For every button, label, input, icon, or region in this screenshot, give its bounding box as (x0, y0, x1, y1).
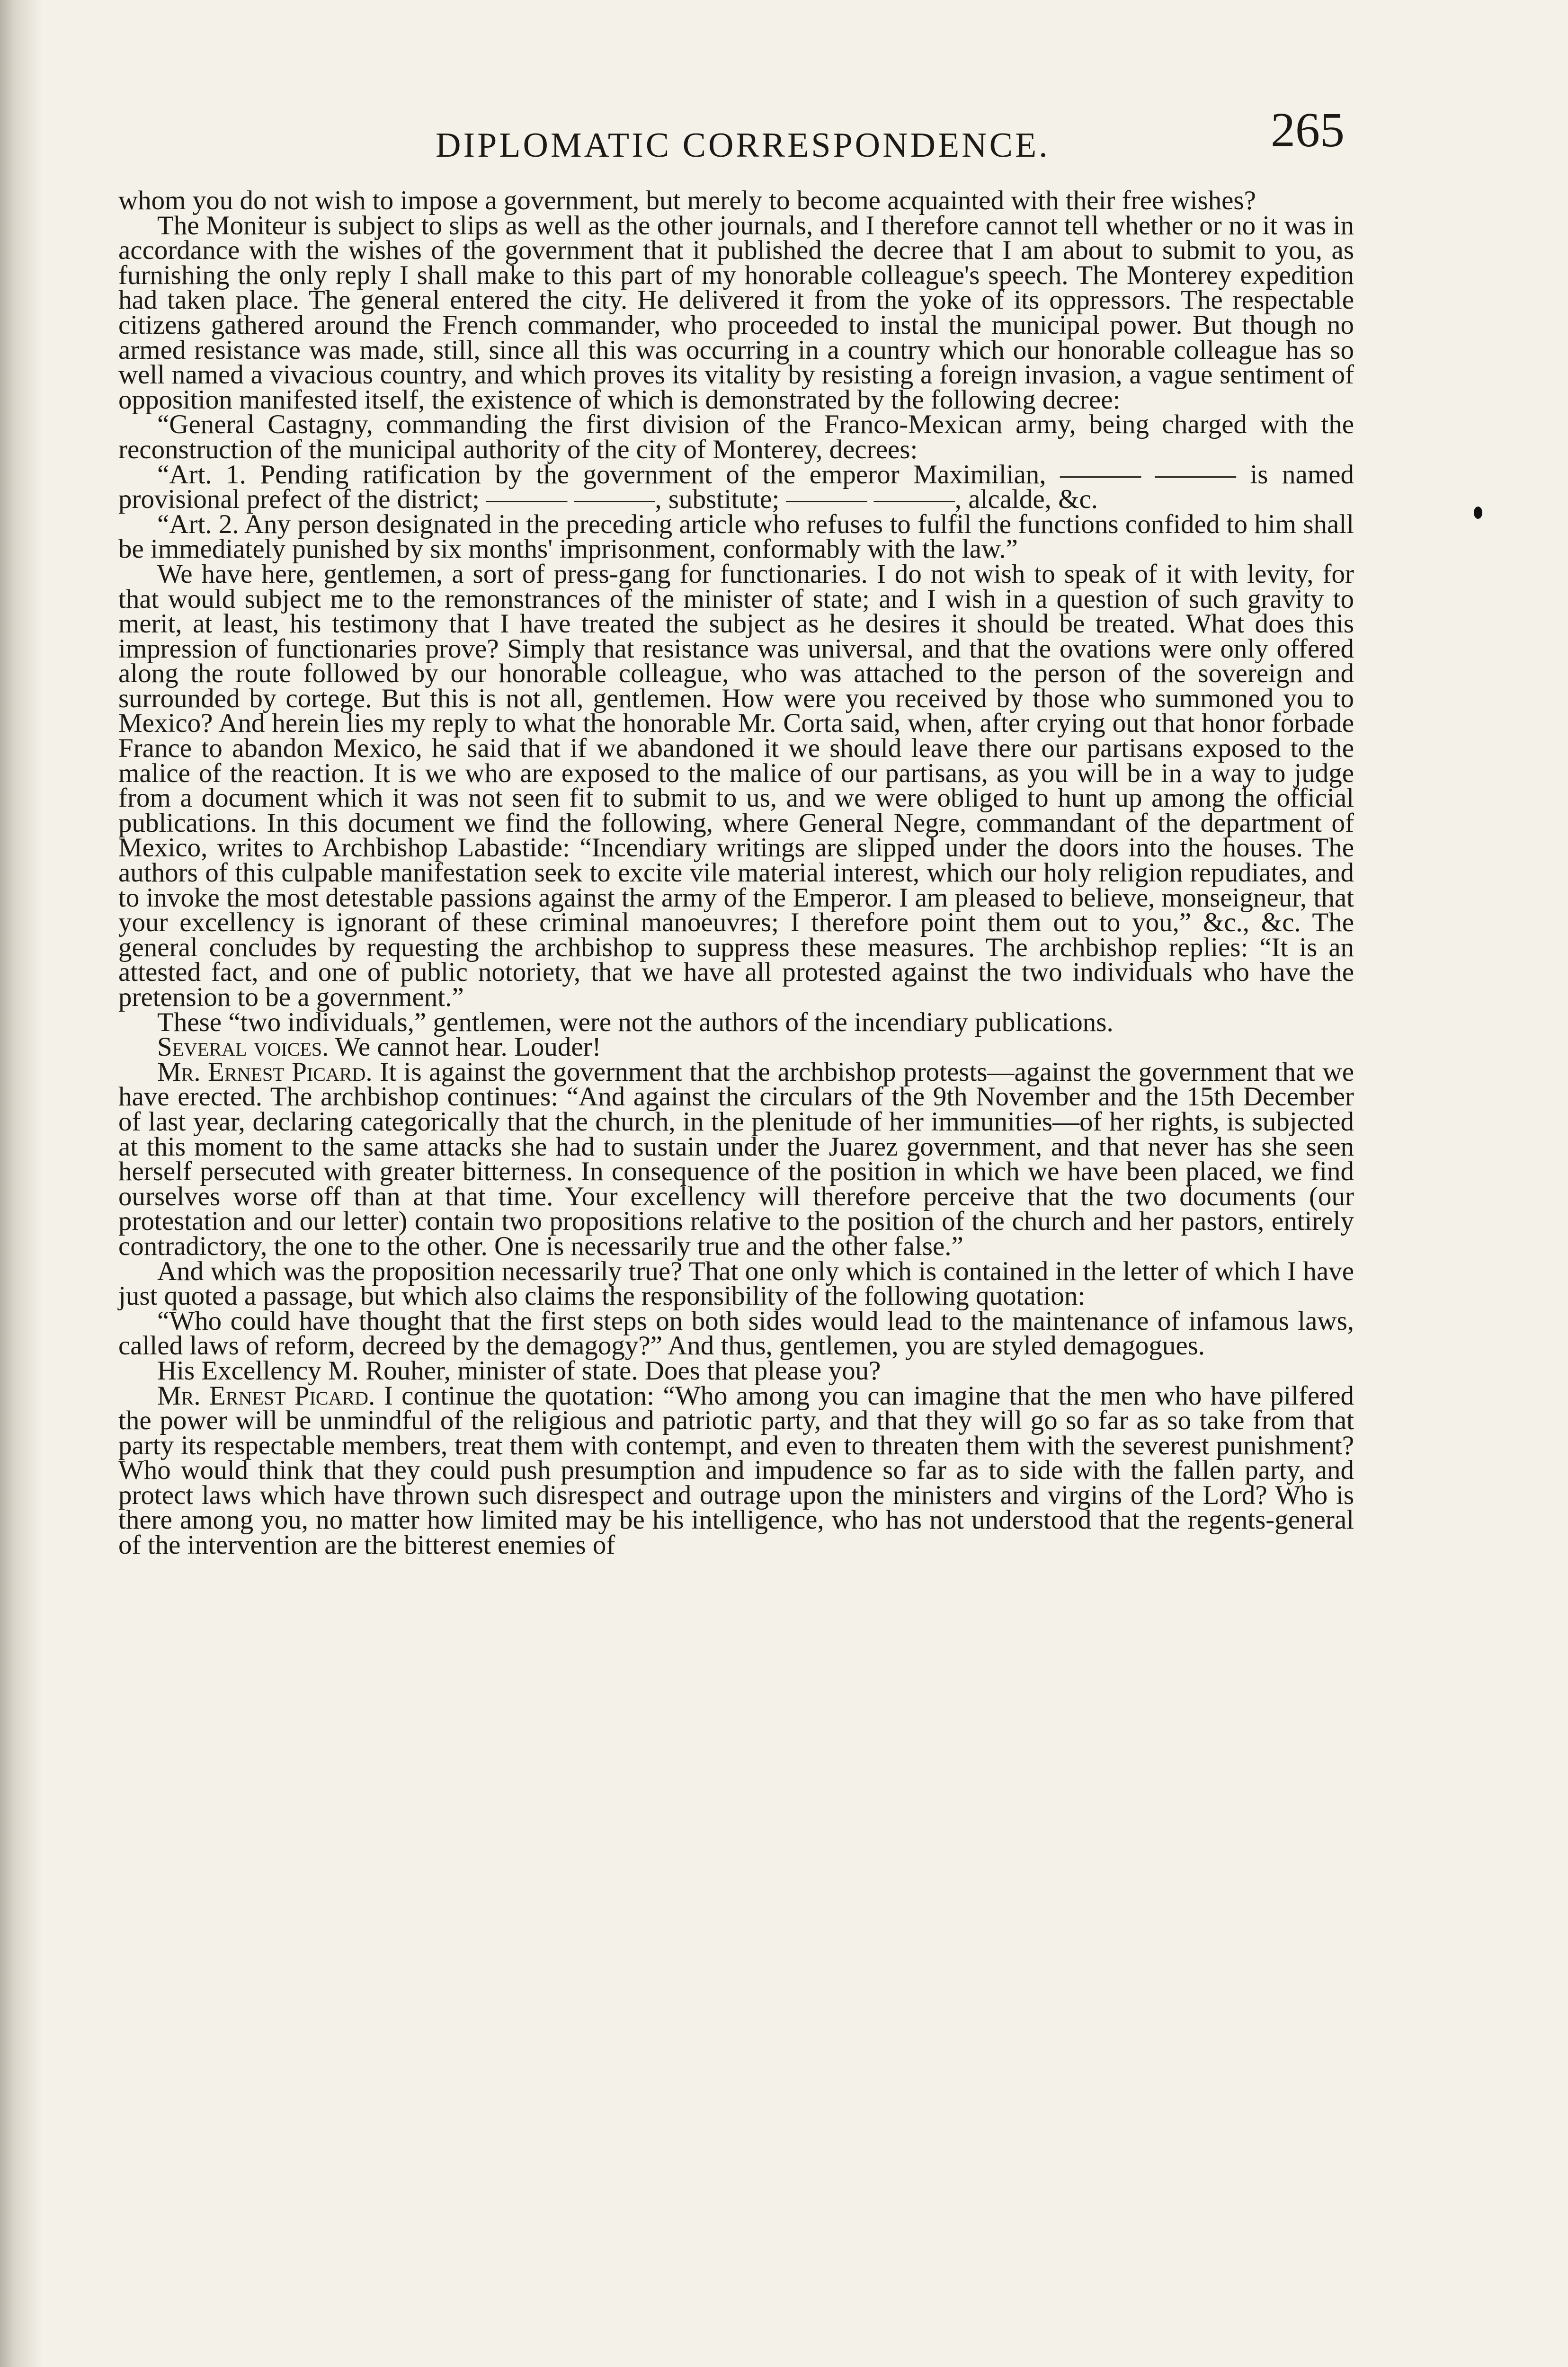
running-title: DIPLOMATIC CORRESPONDENCE. (436, 126, 1050, 165)
paragraph-text: His Excellency M. Rouher, minister of state. Does that please you? (157, 1355, 881, 1386)
page-number: 265 (1271, 103, 1345, 157)
paragraph-text: We cannot hear. Louder! (335, 1032, 601, 1062)
body-text (118, 188, 1354, 1558)
paragraph (118, 459, 1354, 515)
paragraph-text: “General Castagny, commanding the first division of the Franco-Mexican army, being charged with the reconstruction of the municipal authority of the city of Monterey, decrees: (118, 409, 1354, 464)
paragraph (118, 509, 1354, 564)
paragraph-text: “Art. 2. Any person designated in the preceding article who refuses to fulfil the functions confided to him shall be immediately punished by six months' imprisonment, conformably with the law.” (118, 509, 1354, 564)
paragraph-text: We have here, gentlemen, a sort of press-gang for functionaries. I do not wish to speak of it with levity, for that would subject me to the remonstrances of the minister of state; and I wish in a question of such gravity to merit, at least, his testimony that I have treated the subject as he desires it should be treated. What does this impression of functionaries prove? Simply that resistance was universal, and that the ovations were only offered along the route followed by our honorable colleague, who was attached to the person of the sovereign and surrounded by cortege. But this is not all, gentlemen. How were you received by those who summoned you to Mexico? And herein lies my reply to what the honorable Mr. Corta said, when, after crying out that honor forbade France to abandon Mexico, he said that if we abandoned it we should leave there our partisans exposed to the malice of the reaction. It is we who are exposed to the malice of our partisans, as you will be in a way to judge from a document which it was not seen fit to submit to us, and we were obliged to hunt up among the official publications. In this document we find the following, where General Negre, commandant of the department of Mexico, writes to Archbishop Labastide: “Incendiary writings are slipped under the doors into the houses. The authors of this culpable manifestation seek to excite vile material interest, which our holy religion repudiates, and to invoke the most detestable passions against the army of the Emperor. I am pleased to believe, monseigneur, that your excellency is ignorant of these criminal manoeuvres; I therefore point them out to you,” &c., &c. The general concludes by requesting the archbishop to suppress these measures. The archbishop replies: “It is an attested fact, and one of public notoriety, that we have all protested against the two individuals who have the pretension to be a government.” (118, 559, 1354, 1012)
paragraph-text: “Who could have thought that the first steps on both sides would lead to the maintenance of infamous laws, called laws of reform, decreed by the demagogy?” And thus, gentlemen, you are styled demagogues. (118, 1306, 1354, 1361)
page-header (118, 92, 1345, 163)
paragraph (118, 210, 1354, 415)
paragraph (118, 559, 1354, 1012)
paragraph-text: These “two individuals,” gentlemen, were not the authors of the incendiary publications. (157, 1007, 1114, 1037)
paragraph (118, 1007, 1354, 1037)
paragraph-text: It is against the government that the archbishop protests—against the government that we have erected. The archbishop continues: “And against the circulars of the 9th November and the 15th December of last year, declaring categorically that the church, in the plenitude of her immunities—of her rights, is subjected at this moment to the same attacks she had to sustain under the Juarez government, and that never has she seen herself persecuted with greater bitterness. In consequence of the position in which we have been placed, we find ourselves worse off than at that time. Your excellency will therefore perceive that the two documents (our protestation and our letter) contain two propositions relative to the position of the church and her pastors, entirely contradictory, the one to the other. One is necessarily true and the other false.” (118, 1057, 1354, 1261)
paragraph (118, 1306, 1354, 1361)
paragraph (118, 1256, 1354, 1311)
ink-spot (1474, 507, 1482, 519)
paragraph-text: I continue the quotation: “Who among you can imagine that the men who have pilfered the power will be unmindful of the religious and patriotic party, and that they will go so far as so take from that party its respectable members, treat them with contempt, and even to threaten them with the severest punishment? Who would think that they could push presumption and impudence so far as to side with the fallen party, and protect laws which have thrown such disrespect and outrage upon the ministers and virgins of the Lord? Who is there among you, no matter how limited may be his intelligence, who has not understood that the regents-general of the intervention are the bitterest enemies of (118, 1380, 1354, 1560)
paragraph (118, 1057, 1354, 1261)
speaker-name: Several voices. (157, 1032, 329, 1062)
binding-gutter (0, 0, 43, 2367)
paragraph-text: The Moniteur is subject to slips as well as the other journals, and I therefore cannot tell whether or no it was in accordance with the wishes of the government that it published the decree that I am about to submit to you, as furnishing the only reply I shall make to this part of my honorable colleague's speech. The Monterey expedition had taken place. The general entered the city. He delivered it from the yoke of its oppressors. The respectable citizens gathered around the French commander, who proceeded to instal the municipal power. But though no armed resistance was made, still, since all this was occurring in a country which our honorable colleague has so well named a vivacious country, and which proves its vitality by resisting a foreign invasion, a vague sentiment of opposition manifested itself, the existence of which is demonstrated by the following decree: (118, 210, 1354, 415)
paragraph (118, 409, 1354, 464)
paragraph (118, 188, 1354, 214)
paragraph (118, 1355, 1354, 1386)
paragraph (118, 1380, 1354, 1560)
speaker-name: Mr. Ernest Picard. (157, 1380, 375, 1411)
paragraph-text: And which was the proposition necessarily true? That one only which is contained in the letter of which I have just quoted a passage, but which also claims the responsibility of the following quotation: (118, 1256, 1354, 1311)
paragraph-text: whom you do not wish to impose a government, but merely to become acquainted with their free wishes? (118, 186, 1256, 215)
paragraph (118, 1032, 1354, 1062)
speaker-name: Mr. Ernest Picard. (157, 1057, 373, 1087)
paragraph-text: “Art. 1. Pending ratification by the government of the emperor Maximilian, ——— ——— is named provisional prefect of the district; ——— ———, substitute; ——— ———, alcalde, &c. (118, 459, 1354, 515)
